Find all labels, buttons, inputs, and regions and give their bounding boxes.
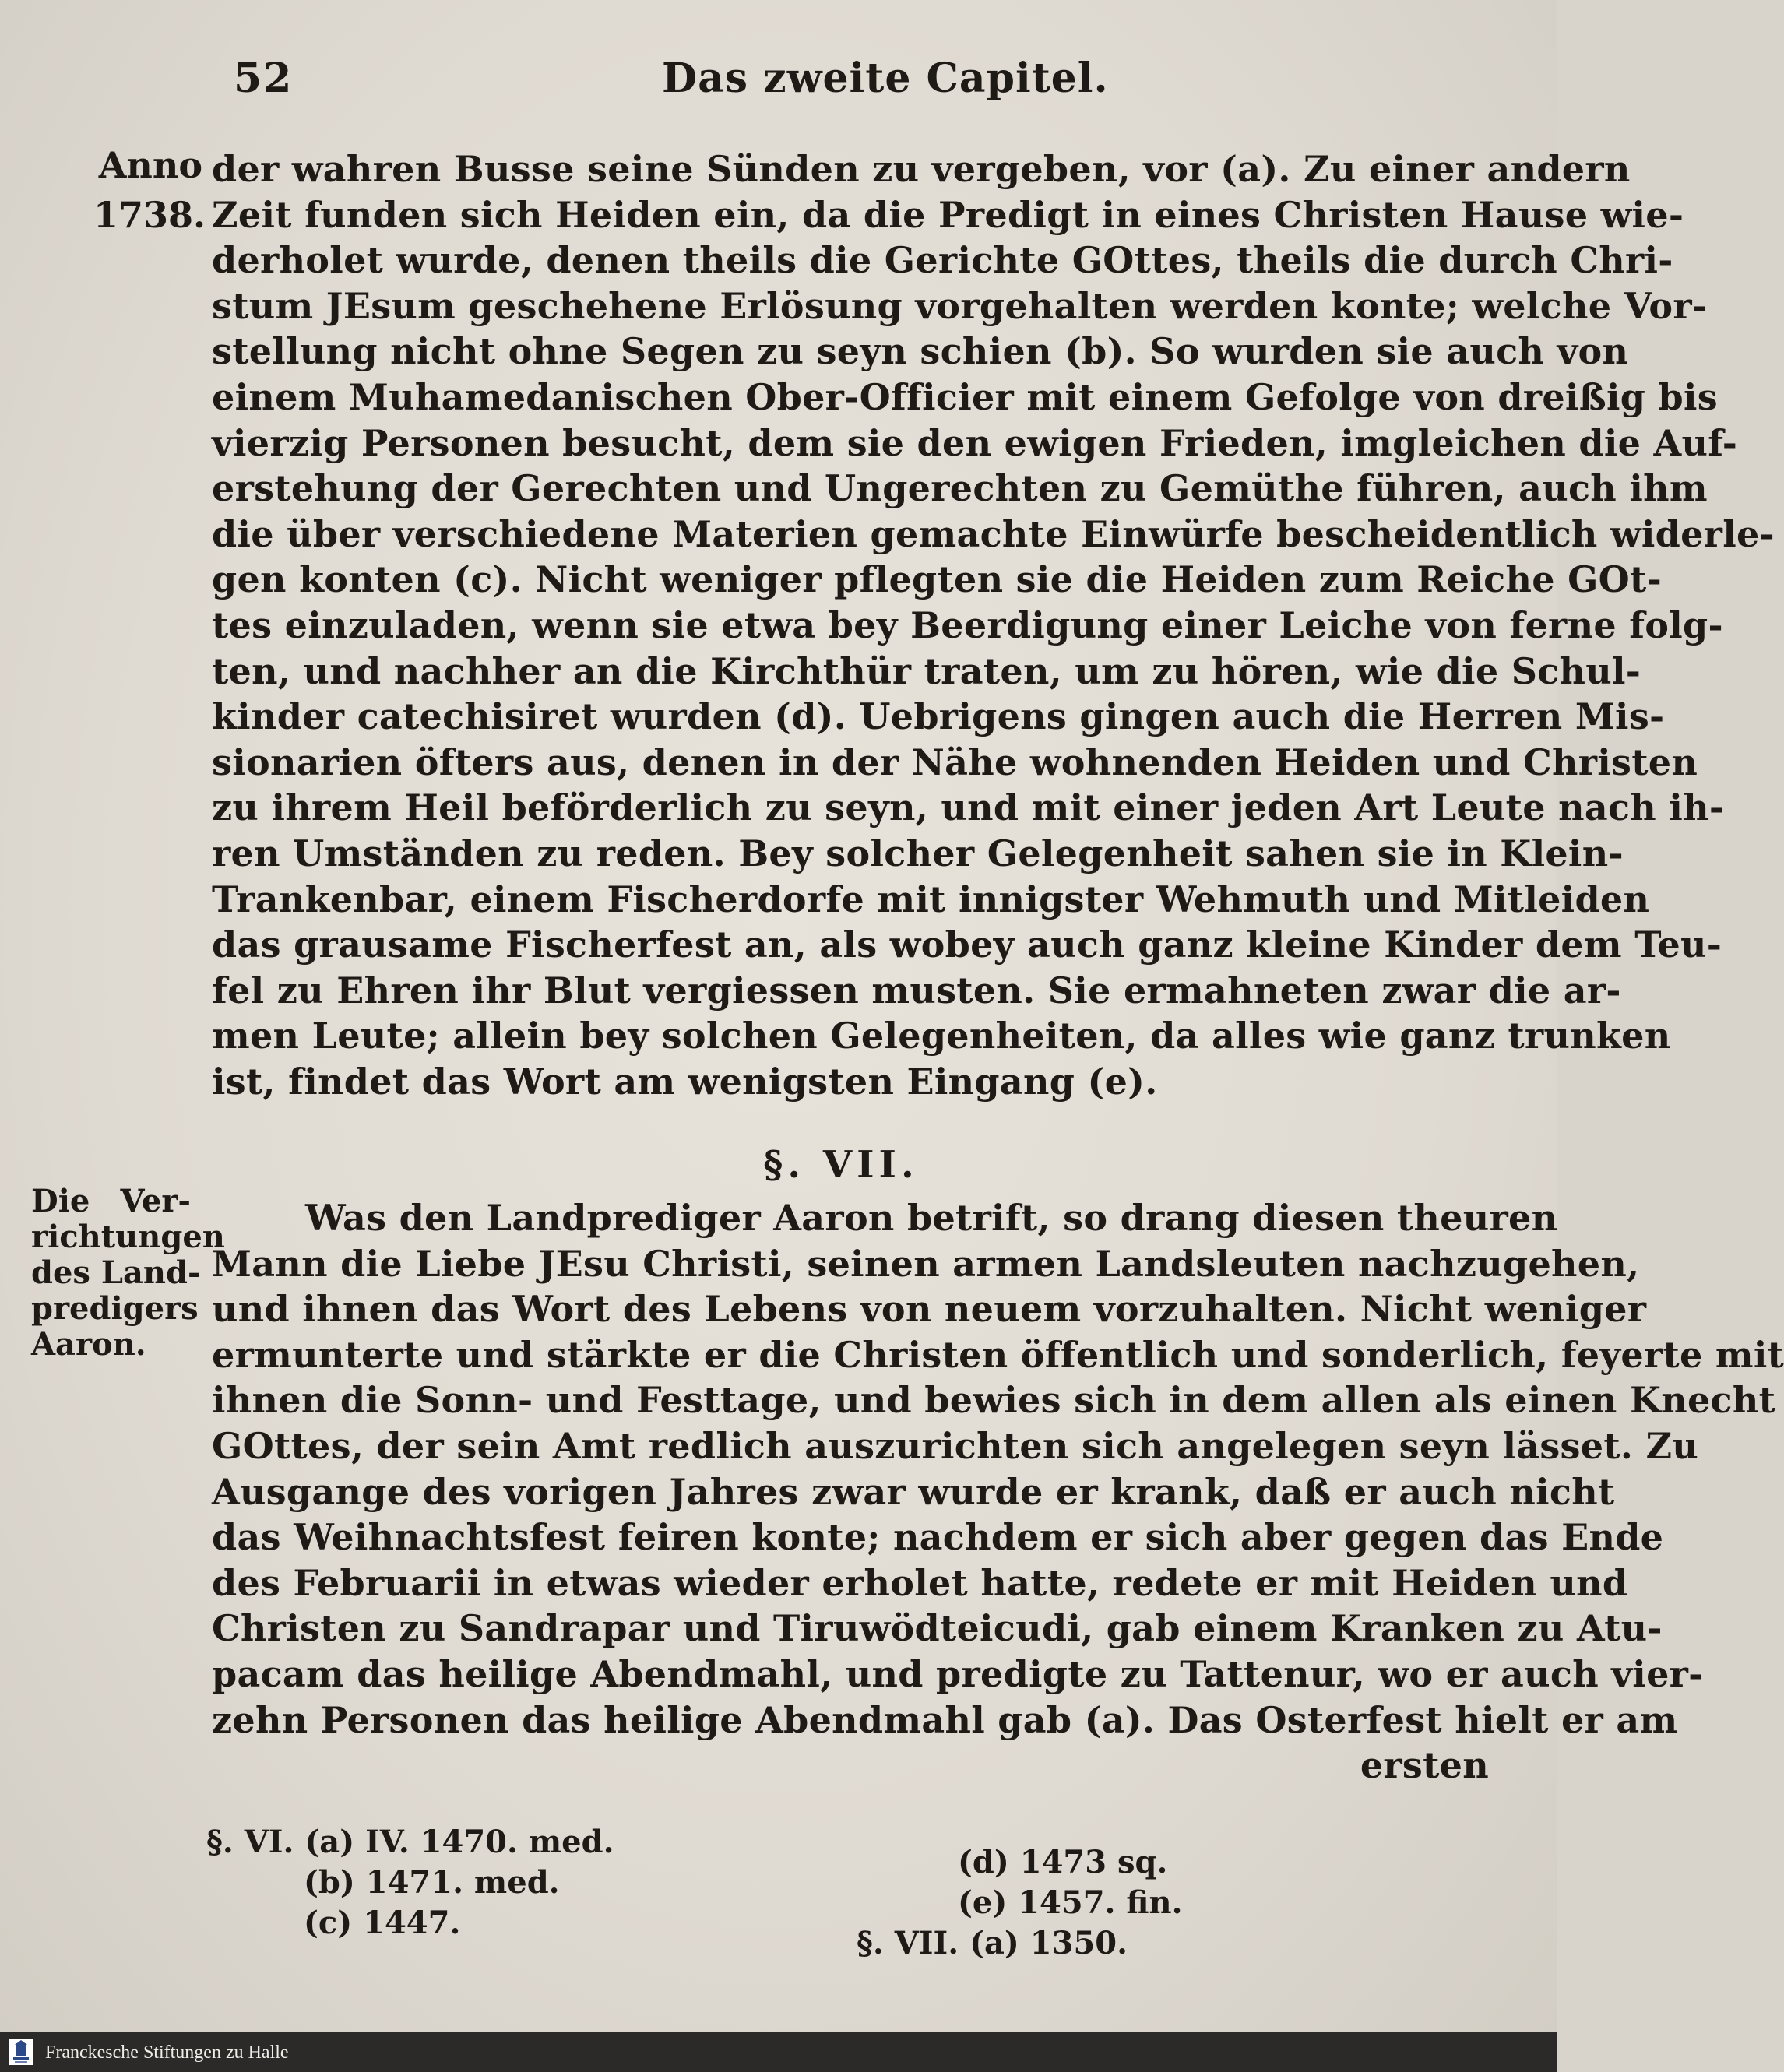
text-line: stellung nicht ohne Segen zu seyn schien (b). So wurden sie auch von [212,330,1629,373]
page-header [0,55,1557,117]
text-line: pacam das heilige Abendmahl, und predigte zu Tattenur, wo er auch vier- [212,1652,1704,1695]
text-line: Zeit funden sich Heiden ein, da die Predigt in eines Christen Hause wie- [212,193,1684,236]
foundation-logo-icon [9,2039,33,2065]
text-line: die über verschiedene Materien gemachte Einwürfe bescheidentlich widerle- [212,512,1775,555]
footer-label: Franckesche Stiftungen zu Halle [45,2042,289,2063]
text-line: und ihnen das Wort des Lebens von neuem vorzuhalten. Nicht weniger [212,1288,1647,1331]
text-line: ten, und nachher an die Kirchthür traten, um zu hören, wie die Schul- [212,649,1641,692]
text-line: vierzig Personen besucht, dem sie den ewigen Frieden, imgleichen die Auf- [212,421,1738,464]
text-line: kinder catechisiret wurden (d). Uebrigens gingen auch die Herren Mis- [212,695,1665,738]
section-heading-label: §. VII. [763,1143,919,1187]
margin-year-label: Anno [98,144,202,186]
text-line: Trankenbar, einem Fischerdorfe mit innigster Wehmuth und Mitleiden [212,878,1650,920]
text-line: zehn Personen das heilige Abendmahl gab (a). Das Osterfest hielt er am [212,1698,1678,1741]
text-line: Christen zu Sandrapar und Tiruwödteicudi, gab einem Kranken zu Atu- [212,1607,1663,1650]
margin-note-line: Aaron. [31,1326,146,1363]
text-line: GOttes, der sein Amt redlich auszurichten sich angelegen seyn lässet. Zu [212,1424,1699,1467]
text-line: Ausgange des vorigen Jahres zwar wurde er krank, daß er auch nicht [212,1470,1615,1513]
footnote: §. VII. (a) 1350. [857,1925,1128,1961]
margin-year-value: 1738. [93,194,206,236]
text-line: fel zu Ehren ihr Blut vergiessen musten. Sie ermahneten zwar die ar- [212,969,1621,1011]
text-line: gen konten (c). Nicht weniger pflegten sie die Heiden zum Reiche GOt- [212,558,1662,601]
text-line: das Weihnachtsfest feiren konte; nachdem er sich aber gegen das Ende [212,1516,1664,1559]
text-line: zu ihrem Heil beförderlich zu seyn, und mit einer jeden Art Leute nach ih- [212,786,1725,829]
text-line: Mann die Liebe JEsu Christi, seinen armen Landsleuten nachzugehen, [212,1242,1640,1285]
text-line: des Februarii in etwas wieder erholet hatte, redete er mit Heiden und [212,1561,1628,1604]
section-heading [0,1143,1557,1187]
footnote: (b) 1471. med. [304,1864,560,1901]
text-line: der wahren Busse seine Sünden zu vergeben, vor (a). Zu einer andern [212,148,1631,190]
text-line: men Leute; allein bey solchen Gelegenheiten, da alles wie ganz trunken [212,1015,1671,1057]
text-line: ren Umständen zu reden. Bey solcher Gelegenheit sahen sie in Klein- [212,832,1624,874]
body-text-part2 [212,1195,1784,1789]
text-line: stum JEsum geschehene Erlösung vorgehalten werden konte; welche Vor- [212,284,1708,327]
margin-note-line: Die Ver- [31,1183,191,1219]
text-line: ist, findet das Wort am wenigsten Eingang (e). [212,1060,1158,1103]
margin-year [93,140,206,240]
footnote: (c) 1447. [304,1905,461,1941]
text-line: sionarien öfters aus, denen in der Nähe wohnenden Heiden und Christen [212,741,1698,783]
margin-note-line: predigers [31,1290,199,1327]
text-line: erstehung der Gerechten und Ungerechten zu Gemüthe führen, auch ihm [212,467,1708,510]
footnote: §. VI. (a) IV. 1470. med. [206,1824,614,1860]
footnote: (e) 1457. fin. [958,1884,1183,1921]
page-number: 52 [234,55,294,102]
text-line: einem Muhamedanischen Ober-Officier mit einem Gefolge von dreißig bis [212,375,1718,418]
footer-bar [0,2032,1557,2072]
margin-note [31,1183,225,1363]
footnote: (d) 1473 sq. [958,1844,1168,1880]
catchword: ersten [1360,1744,1489,1787]
text-line: derholet wurde, denen theils die Gerichte GOttes, theils die durch Chri- [212,239,1673,282]
margin-note-line: des Land- [31,1254,201,1291]
text-line: ermunterte und stärkte er die Christen öffentlich und sonderlich, feyerte mit [212,1333,1784,1376]
text-line: Was den Landprediger Aaron betrift, so drang diesen theuren [305,1197,1558,1239]
running-head: Das zweite Capitel. [662,55,1109,102]
text-line: das grausame Fischerfest an, als wobey auch ganz kleine Kinder dem Teu- [212,923,1722,966]
margin-note-line: richtungen [31,1219,225,1255]
text-line: tes einzuladen, wenn sie etwa bey Beerdigung einer Leiche von ferne folg- [212,603,1723,646]
text-line: ihnen die Sonn- und Festtage, und bewies sich in dem allen als einen Knecht [212,1379,1776,1422]
body-text-part1 [212,146,1775,1104]
